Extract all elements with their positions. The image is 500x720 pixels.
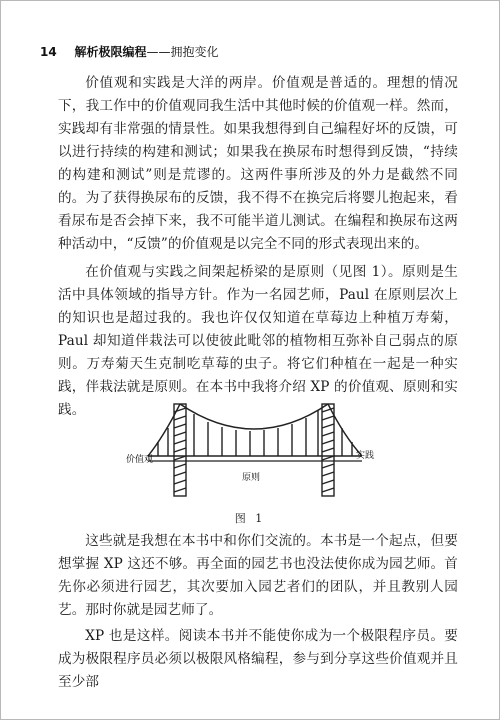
bridge-figure [126, 398, 380, 498]
book-subtitle: ——拥抱变化 [146, 45, 219, 59]
figure-label-practices: 实践 [356, 451, 375, 461]
paragraph-text: XP 也是这样。阅读本书并不能使你成为一个极限程序员。要成为极限程序员必须以极限风格编程，参与到分享这些价值观并且至少部 [58, 628, 458, 690]
figure-label-values: 价值观 [126, 455, 154, 465]
figure-label-principles: 原则 [242, 473, 261, 483]
paragraph-text: 这些就是我想在本书中和你们交流的。本书是一个起点，但要想掌握 XP 这还不够。再全面的园艺书也没法使你成为园艺师。首先你必须进行园艺，其次要加入园艺者们的团队，并且教别人园艺。那时你就是园艺师了。 [58, 533, 458, 618]
paragraph-4 [58, 625, 458, 694]
paragraph-1 [58, 72, 458, 256]
book-title: 解析极限编程 [74, 45, 147, 59]
figure-caption: 图 1 [234, 512, 266, 525]
paragraph-text: 在价值观与实践之间架起桥梁的是原则（见图 1）。原则是生活中具体领域的指导方针。作为一名园艺师，Paul 在原则层次上的知识也是超过我的。我也许仅仅知道在草莓边上种植万寿菊，Paul 却知道伴栽法可以使彼此毗邻的植物相互弥补自己弱点的原则。万寿菊天生克制吃草莓的虫子。将它们种植在一起是一种实践，伴栽法就是原则。在本书中我将介绍 XP 的价值观、原则和实践。 [58, 264, 458, 418]
paragraph-3 [58, 530, 458, 622]
bridge-illustration [130, 398, 380, 498]
running-header [40, 43, 219, 60]
paragraph-text: 价值观和实践是大洋的两岸。价值观是普适的。理想的情况下，我工作中的价值观同我生活中其他时候的价值观一样。然而，实践却有非常强的情景性。如果我想得到自己编程好坏的反馈，可以进行持续的构建和测试；如果我在换尿布时想得到反馈，“持续的构建和测试”则是荒谬的。这两件事所涉及的外力是截然不同的。为了获得换尿布的反馈，我不得不在换完后将婴儿抱起来，看看尿布是否会掉下来，我不可能半道儿测试。在编程和换尿布这两种活动中，“反馈”的价值观是以完全不同的形式表现出来的。 [58, 75, 458, 252]
page-number: 14 [40, 45, 57, 59]
